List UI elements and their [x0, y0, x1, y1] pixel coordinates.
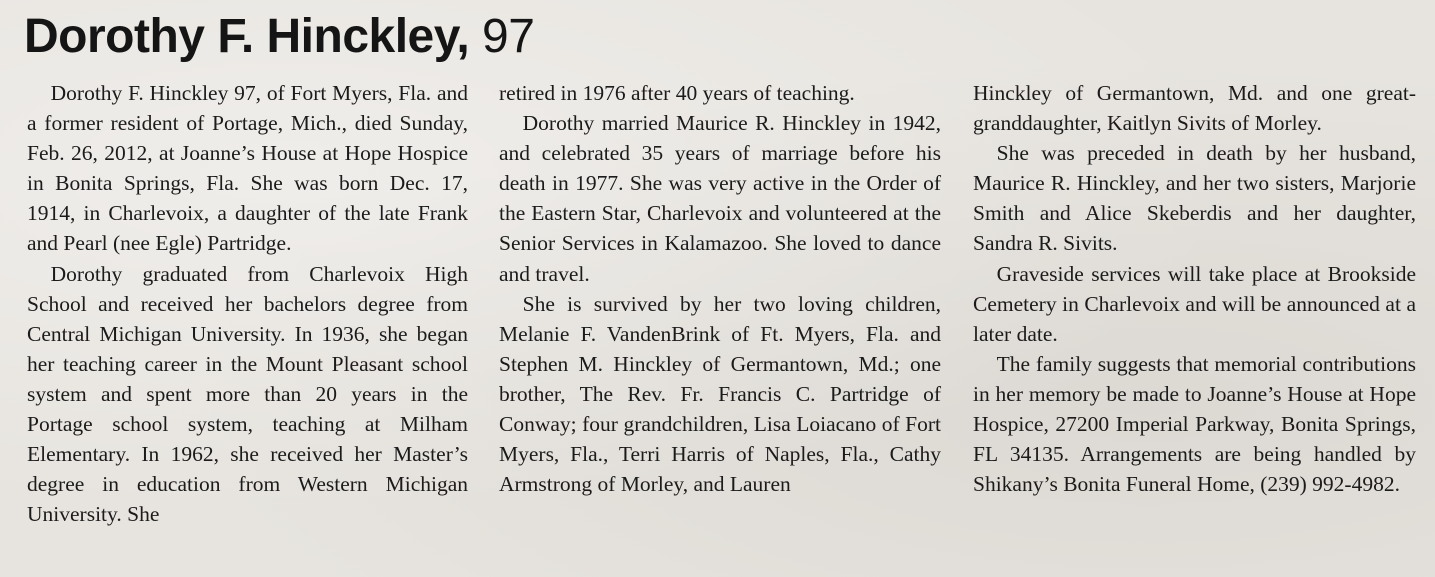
paragraph-services: Graveside services will take place at Brookside Cemetery in Charlevoix and will be announced at a later date. — [973, 261, 1416, 346]
paragraph-retirement: retired in 1976 after 40 years of teaching. — [499, 81, 855, 105]
paragraph-preceded-in-death: She was preceded in death by her husband, Maurice R. Hinckley, and her two sisters, Marjorie Smith and Alice Skeberdis and her daughter, Sandra R. Sivits. — [973, 141, 1416, 256]
paragraph-memorials: The family suggests that memorial contributions in her memory be made to Joanne’s House at Hope Hospice, 27200 Imperial Parkway, Bonita Springs, FL 34135. Arrangements are being handled by Shikany’s Bonita Funeral Home, (239) 992-4982. — [973, 351, 1416, 497]
paragraph-survivors-continued: Hinckley of Germantown, Md. and one great-granddaughter, Kaitlyn Sivits of Morley. — [973, 81, 1416, 136]
paragraph-marriage: Dorothy married Maurice R. Hinckley in 1942, and celebrated 35 years of marriage before his death in 1977. She was very active in the Order of the Eastern Star, Charlevoix and volunteered at the Senior Services in Kalamazoo. She loved to dance and travel. — [499, 111, 941, 286]
paragraph-education-career: Dorothy graduated from Charlevoix High School and received her bachelors degree from Central Michigan University. In 1936, she began her teaching career in the Mount Pleasant school system and spent more than 20 years in the Portage school system, teaching at Milham Elementary. In 1962, she received her Master’s degree in education from Western Michigan University. She — [27, 261, 468, 527]
text-column-1 — [27, 78, 468, 529]
text-column-3 — [973, 78, 1416, 499]
headline-name: Dorothy F. Hinckley, — [24, 10, 470, 63]
paragraph-intro: Dorothy F. Hinckley 97, of Fort Myers, Fla. and a former resident of Portage, Mich., died Sunday, Feb. 26, 2012, at Joanne’s House at Hope Hospice in Bonita Springs, Fla. She was born Dec. 17, 1914, in Charlevoix, a daughter of the late Frank and Pearl (nee Egle) Partridge. — [27, 81, 468, 256]
obituary-headline — [24, 6, 534, 68]
text-column-2 — [499, 78, 941, 499]
paragraph-survivors: She is survived by her two loving children, Melanie F. VandenBrink of Ft. Myers, Fla. and Stephen M. Hinckley of Germantown, Md.; one brother, The Rev. Fr. Francis C. Partridge of Conway; four grandchildren, Lisa Loiacano of Fort Myers, Fla., Terri Harris of Naples, Fla., Cathy Armstrong of Morley, and Lauren — [499, 291, 941, 497]
headline-age: 97 — [482, 10, 535, 63]
